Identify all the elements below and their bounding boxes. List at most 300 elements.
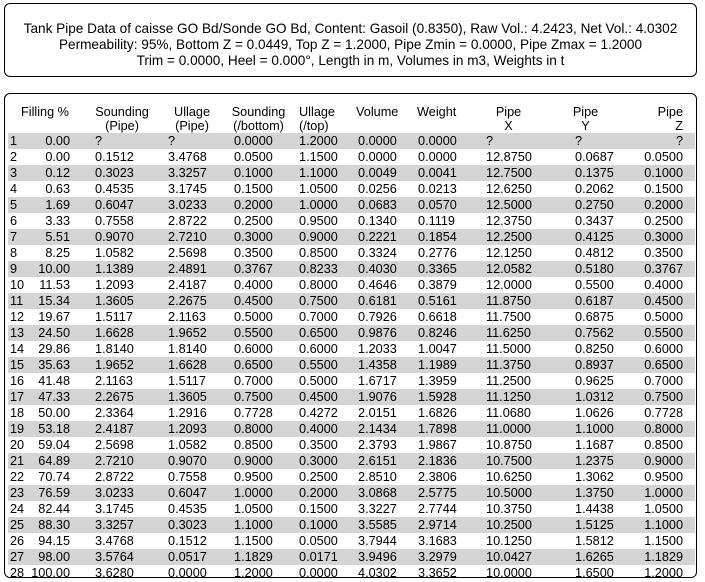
cell-volume: 3.9496 (352, 549, 413, 565)
cell-sounding-bottom: 0.5000 (224, 309, 293, 325)
cell-weight: 0.3879 (413, 277, 472, 293)
cell-ullage-top: 0.8233 (293, 261, 352, 277)
table-row (8, 133, 695, 149)
col-subheader-ullage-pipe: (Pipe) (175, 119, 209, 133)
cell-sounding-pipe: 1.1389 (84, 261, 160, 277)
cell-weight: 1.6826 (413, 405, 472, 421)
cell-sounding-pipe: 2.2675 (84, 389, 160, 405)
cell-ullage-pipe: 1.8140 (160, 341, 224, 357)
table-body (8, 133, 695, 578)
cell-sounding-bottom: 1.1500 (224, 533, 293, 549)
cell-ullage-top: 0.8500 (293, 245, 352, 261)
col-subheader-pipe-z: Z (675, 119, 684, 133)
header-line-1: Tank Pipe Data of caisse GO Bd/Sonde GO Bd, Content: Gasoil (0.8350), Raw Vol.: 4.2423, Net Vol.: 4.0302 (23, 21, 678, 36)
cell-pipe-z: 0.2000 (626, 197, 695, 213)
table-row (8, 549, 695, 565)
cell-filling-percent: 11.53 (28, 277, 84, 293)
cell-pipe-z: 1.1500 (626, 533, 695, 549)
cell-pipe-z: 0.8500 (626, 437, 695, 453)
cell-sounding-bottom: 0.8500 (224, 437, 293, 453)
cell-ullage-pipe: 1.5117 (160, 373, 224, 389)
cell-pipe-y: 1.2375 (545, 453, 626, 469)
table-row (8, 245, 695, 261)
cell-pipe-z: 0.4500 (626, 293, 695, 309)
cell-pipe-z: 0.2500 (626, 213, 695, 229)
cell-pipe-z: 0.7500 (626, 389, 695, 405)
cell-sounding-pipe: 3.3257 (84, 517, 160, 533)
cell-weight: 0.0213 (413, 181, 472, 197)
header-row-2 (8, 119, 695, 133)
cell-pipe-y: 1.3750 (545, 485, 626, 501)
cell-row-index: 9 (8, 261, 28, 277)
cell-pipe-z: 0.5000 (626, 309, 695, 325)
cell-pipe-x: 10.5000 (472, 485, 545, 501)
cell-filling-percent: 0.00 (28, 149, 84, 165)
cell-filling-percent: 0.63 (28, 181, 84, 197)
tank-data-table (8, 105, 695, 578)
cell-row-index: 15 (8, 357, 28, 373)
cell-ullage-pipe: 2.7210 (160, 229, 224, 245)
cell-row-index: 27 (8, 549, 28, 565)
cell-row-index: 13 (8, 325, 28, 341)
cell-pipe-x: 11.6250 (472, 325, 545, 341)
cell-sounding-pipe: 1.9652 (84, 357, 160, 373)
table-row (8, 373, 695, 389)
table-row (8, 325, 695, 341)
cell-pipe-z: 0.0500 (626, 149, 695, 165)
cell-filling-percent: 70.74 (28, 469, 84, 485)
cell-row-index: 7 (8, 229, 28, 245)
header-line-2: Permeability: 95%, Bottom Z = 0.0449, Top Z = 1.2000, Pipe Zmin = 0.0000, Pipe Zmax = 1.2000 (58, 37, 643, 52)
cell-sounding-pipe: 0.4535 (84, 181, 160, 197)
cell-ullage-top: 0.4272 (293, 405, 352, 421)
cell-volume: 0.0000 (352, 133, 413, 149)
cell-ullage-top: 0.7500 (293, 293, 352, 309)
cell-filling-percent: 15.34 (28, 293, 84, 309)
cell-pipe-y: 0.3437 (545, 213, 626, 229)
cell-pipe-z: 1.1829 (626, 549, 695, 565)
cell-sounding-pipe: 1.2093 (84, 277, 160, 293)
cell-volume: 0.0683 (352, 197, 413, 213)
col-subheader-pipe-x: X (504, 119, 513, 133)
table-row (8, 389, 695, 405)
cell-pipe-x: 12.7500 (472, 165, 545, 181)
cell-row-index: 2 (8, 149, 28, 165)
cell-pipe-x: 12.8750 (472, 149, 545, 165)
cell-sounding-pipe: 2.8722 (84, 469, 160, 485)
cell-filling-percent: 50.00 (28, 405, 84, 421)
cell-sounding-bottom: 0.7728 (224, 405, 293, 421)
table-row (8, 469, 695, 485)
table-row (8, 181, 695, 197)
cell-filling-percent: 0.00 (28, 133, 84, 149)
cell-sounding-pipe: 1.3605 (84, 293, 160, 309)
cell-ullage-pipe: 3.1745 (160, 181, 224, 197)
col-header-ullage-pipe: Ullage (174, 105, 210, 119)
header-row-1 (8, 105, 695, 119)
cell-filling-percent: 98.00 (28, 549, 84, 565)
cell-ullage-top: 0.9500 (293, 213, 352, 229)
cell-ullage-pipe: 3.0233 (160, 197, 224, 213)
cell-row-index: 12 (8, 309, 28, 325)
cell-pipe-y: 0.0687 (545, 149, 626, 165)
cell-sounding-pipe: 2.4187 (84, 421, 160, 437)
table-row (8, 309, 695, 325)
cell-row-index: 1 (8, 133, 28, 149)
col-subheader-sounding-pipe: (Pipe) (105, 119, 139, 133)
cell-filling-percent: 53.18 (28, 421, 84, 437)
cell-pipe-y: 0.5180 (545, 261, 626, 277)
cell-pipe-y: ? (545, 133, 626, 149)
cell-pipe-x: 10.8750 (472, 437, 545, 453)
cell-sounding-pipe: 3.6280 (84, 565, 160, 578)
table-header (8, 105, 695, 133)
cell-pipe-x: 10.2500 (472, 517, 545, 533)
table-row (8, 357, 695, 373)
cell-pipe-x: 12.2500 (472, 229, 545, 245)
cell-ullage-pipe: 0.6047 (160, 485, 224, 501)
col-subheader-sounding-bottom: (/bottom) (233, 119, 284, 133)
cell-row-index: 24 (8, 501, 28, 517)
cell-ullage-pipe: 1.2093 (160, 421, 224, 437)
cell-sounding-bottom: 1.2000 (224, 565, 293, 578)
col-header-pipe-y: Pipe (572, 105, 599, 119)
cell-ullage-top: 0.3500 (293, 437, 352, 453)
cell-row-index: 10 (8, 277, 28, 293)
cell-filling-percent: 8.25 (28, 245, 84, 261)
table-row (8, 277, 695, 293)
cell-filling-percent: 59.04 (28, 437, 84, 453)
cell-filling-percent: 24.50 (28, 325, 84, 341)
cell-pipe-z: 1.2000 (626, 565, 695, 578)
cell-sounding-bottom: 1.1000 (224, 517, 293, 533)
cell-weight: 0.0570 (413, 197, 472, 213)
cell-pipe-x: ? (472, 133, 545, 149)
cell-pipe-y: 0.6187 (545, 293, 626, 309)
cell-pipe-x: 11.2500 (472, 373, 545, 389)
cell-volume: 2.3793 (352, 437, 413, 453)
cell-pipe-y: 0.6875 (545, 309, 626, 325)
cell-sounding-bottom: 1.0000 (224, 485, 293, 501)
cell-weight: 2.9714 (413, 517, 472, 533)
cell-ullage-top: 0.9000 (293, 229, 352, 245)
cell-pipe-z: 0.3500 (626, 245, 695, 261)
cell-pipe-z: 0.9500 (626, 469, 695, 485)
cell-pipe-y: 1.0312 (545, 389, 626, 405)
cell-sounding-pipe: 0.7558 (84, 213, 160, 229)
cell-sounding-bottom: 1.1829 (224, 549, 293, 565)
tank-data-panel (4, 93, 697, 578)
cell-volume: 4.0302 (352, 565, 413, 578)
cell-pipe-x: 10.3750 (472, 501, 545, 517)
cell-weight: 1.0047 (413, 341, 472, 357)
cell-weight: 0.2776 (413, 245, 472, 261)
cell-row-index: 19 (8, 421, 28, 437)
cell-row-index: 22 (8, 469, 28, 485)
cell-volume: 0.3324 (352, 245, 413, 261)
col-header-sounding-pipe: Sounding (95, 105, 149, 119)
cell-volume: 3.5585 (352, 517, 413, 533)
cell-sounding-pipe: 1.0582 (84, 245, 160, 261)
table-row (8, 341, 695, 357)
cell-pipe-z: 0.4000 (626, 277, 695, 293)
cell-sounding-bottom: 0.7000 (224, 373, 293, 389)
cell-pipe-y: 0.8937 (545, 357, 626, 373)
cell-volume: 3.7944 (352, 533, 413, 549)
cell-volume: 2.8510 (352, 469, 413, 485)
cell-ullage-pipe: 0.9070 (160, 453, 224, 469)
cell-ullage-top: 0.6500 (293, 325, 352, 341)
col-header-volume: Volume (356, 105, 399, 119)
cell-volume: 0.6181 (352, 293, 413, 309)
col-subheader-volume (352, 119, 413, 133)
cell-row-index: 28 (8, 565, 28, 578)
cell-pipe-z: 1.0500 (626, 501, 695, 517)
cell-weight: 0.6618 (413, 309, 472, 325)
cell-filling-percent: 41.48 (28, 373, 84, 389)
cell-pipe-x: 11.0680 (472, 405, 545, 421)
cell-sounding-bottom: 0.3000 (224, 229, 293, 245)
cell-weight: 0.8246 (413, 325, 472, 341)
cell-ullage-top: 0.1000 (293, 517, 352, 533)
cell-pipe-y: 0.4812 (545, 245, 626, 261)
cell-volume: 0.7926 (352, 309, 413, 325)
col-subheader-ullage-top: (/top) (299, 119, 329, 133)
cell-sounding-bottom: 0.4000 (224, 277, 293, 293)
cell-weight: 3.1683 (413, 533, 472, 549)
cell-volume: 2.1434 (352, 421, 413, 437)
cell-row-index: 5 (8, 197, 28, 213)
cell-pipe-x: 10.0000 (472, 565, 545, 578)
col-header-filling: Filling % (21, 105, 69, 119)
cell-row-index: 8 (8, 245, 28, 261)
cell-weight: 3.3652 (413, 565, 472, 578)
cell-ullage-pipe: 1.3605 (160, 389, 224, 405)
cell-ullage-top: 1.1000 (293, 165, 352, 181)
cell-pipe-y: 1.5812 (545, 533, 626, 549)
cell-volume: 0.9876 (352, 325, 413, 341)
cell-row-index: 25 (8, 517, 28, 533)
cell-pipe-x: 10.7500 (472, 453, 545, 469)
cell-pipe-y: 1.6265 (545, 549, 626, 565)
cell-weight: 0.5161 (413, 293, 472, 309)
cell-volume: 0.0049 (352, 165, 413, 181)
cell-sounding-pipe: 3.4768 (84, 533, 160, 549)
cell-volume: 2.6151 (352, 453, 413, 469)
cell-row-index: 11 (8, 293, 28, 309)
cell-volume: 1.2033 (352, 341, 413, 357)
cell-ullage-top: 0.1500 (293, 501, 352, 517)
table-row (8, 437, 695, 453)
cell-sounding-bottom: 0.6000 (224, 341, 293, 357)
cell-volume: 3.0868 (352, 485, 413, 501)
cell-pipe-z: 0.1000 (626, 165, 695, 181)
cell-row-index: 26 (8, 533, 28, 549)
cell-pipe-y: 1.1000 (545, 421, 626, 437)
cell-ullage-pipe: 1.9652 (160, 325, 224, 341)
cell-ullage-pipe: 0.0517 (160, 549, 224, 565)
cell-weight: 1.7898 (413, 421, 472, 437)
cell-weight: 0.0041 (413, 165, 472, 181)
cell-filling-percent: 19.67 (28, 309, 84, 325)
table-row (8, 293, 695, 309)
cell-pipe-y: 1.5125 (545, 517, 626, 533)
cell-sounding-pipe: 0.3023 (84, 165, 160, 181)
cell-ullage-top: 0.7000 (293, 309, 352, 325)
table-row (8, 149, 695, 165)
cell-sounding-bottom: 0.3500 (224, 245, 293, 261)
cell-ullage-top: 0.4000 (293, 421, 352, 437)
cell-ullage-pipe: 0.1512 (160, 533, 224, 549)
cell-sounding-bottom: 0.5500 (224, 325, 293, 341)
cell-weight: 3.2979 (413, 549, 472, 565)
cell-ullage-top: 0.4500 (293, 389, 352, 405)
cell-ullage-top: 0.3000 (293, 453, 352, 469)
cell-sounding-bottom: 0.7500 (224, 389, 293, 405)
cell-weight: 2.1836 (413, 453, 472, 469)
cell-pipe-x: 11.5000 (472, 341, 545, 357)
cell-pipe-y: 1.3062 (545, 469, 626, 485)
cell-sounding-pipe: 1.5117 (84, 309, 160, 325)
cell-ullage-top: 0.0500 (293, 533, 352, 549)
cell-pipe-x: 10.1250 (472, 533, 545, 549)
cell-pipe-x: 11.0000 (472, 421, 545, 437)
cell-sounding-bottom: 0.0000 (224, 133, 293, 149)
cell-filling-percent: 94.15 (28, 533, 84, 549)
cell-pipe-y: 0.7562 (545, 325, 626, 341)
cell-volume: 0.0256 (352, 181, 413, 197)
cell-volume: 0.0000 (352, 149, 413, 165)
cell-weight: 2.5775 (413, 485, 472, 501)
cell-pipe-z: 0.6000 (626, 341, 695, 357)
col-subheader-weight (413, 119, 472, 133)
cell-volume: 3.3227 (352, 501, 413, 517)
cell-weight: 0.3365 (413, 261, 472, 277)
col-header-pipe-z: Pipe (657, 105, 684, 119)
table-row (8, 485, 695, 501)
cell-pipe-y: 1.4438 (545, 501, 626, 517)
cell-filling-percent: 64.89 (28, 453, 84, 469)
cell-pipe-y: 0.1375 (545, 165, 626, 181)
cell-ullage-pipe: 3.3257 (160, 165, 224, 181)
cell-pipe-y: 1.0626 (545, 405, 626, 421)
cell-ullage-pipe: 0.0000 (160, 565, 224, 578)
cell-pipe-z: 0.7728 (626, 405, 695, 421)
cell-ullage-pipe: 0.3023 (160, 517, 224, 533)
cell-pipe-y: 0.2062 (545, 181, 626, 197)
cell-sounding-bottom: 0.6500 (224, 357, 293, 373)
col-header-weight: Weight (417, 105, 457, 119)
table-row (8, 213, 695, 229)
cell-ullage-top: 0.2500 (293, 469, 352, 485)
cell-weight: 1.9867 (413, 437, 472, 453)
cell-pipe-x: 10.0427 (472, 549, 545, 565)
cell-ullage-top: 1.0000 (293, 197, 352, 213)
cell-filling-percent: 76.59 (28, 485, 84, 501)
table-row (8, 565, 695, 578)
cell-pipe-z: 0.3000 (626, 229, 695, 245)
cell-weight: 1.1989 (413, 357, 472, 373)
cell-sounding-pipe: 3.5764 (84, 549, 160, 565)
col-header-ullage-top: Ullage (299, 105, 335, 119)
cell-sounding-bottom: 0.3767 (224, 261, 293, 277)
cell-pipe-x: 11.7500 (472, 309, 545, 325)
cell-sounding-pipe: 0.1512 (84, 149, 160, 165)
cell-weight: 0.1119 (413, 213, 472, 229)
cell-ullage-pipe: 3.4768 (160, 149, 224, 165)
cell-sounding-bottom: 0.2500 (224, 213, 293, 229)
cell-filling-percent: 82.44 (28, 501, 84, 517)
col-header-pipe-x: Pipe (495, 105, 522, 119)
cell-pipe-y: 0.5500 (545, 277, 626, 293)
cell-pipe-z: 0.1500 (626, 181, 695, 197)
cell-ullage-pipe: ? (160, 133, 224, 149)
cell-volume: 0.1340 (352, 213, 413, 229)
cell-ullage-pipe: 2.1163 (160, 309, 224, 325)
cell-ullage-pipe: 0.7558 (160, 469, 224, 485)
cell-pipe-z: 1.0000 (626, 485, 695, 501)
cell-pipe-y: 0.4125 (545, 229, 626, 245)
cell-ullage-pipe: 1.6628 (160, 357, 224, 373)
cell-pipe-z: 1.1000 (626, 517, 695, 533)
cell-pipe-z: 0.3767 (626, 261, 695, 277)
table-row (8, 501, 695, 517)
cell-sounding-bottom: 0.1000 (224, 165, 293, 181)
cell-row-index: 6 (8, 213, 28, 229)
cell-volume: 1.4358 (352, 357, 413, 373)
cell-weight: 2.7744 (413, 501, 472, 517)
cell-ullage-top: 1.1500 (293, 149, 352, 165)
cell-sounding-bottom: 0.8000 (224, 421, 293, 437)
col-header-sounding-bottom: Sounding (231, 105, 286, 119)
cell-pipe-x: 12.6250 (472, 181, 545, 197)
cell-row-index: 23 (8, 485, 28, 501)
cell-filling-percent: 0.12 (28, 165, 84, 181)
table-row (8, 453, 695, 469)
cell-sounding-pipe: 1.6628 (84, 325, 160, 341)
cell-pipe-x: 12.5000 (472, 197, 545, 213)
cell-sounding-bottom: 0.2000 (224, 197, 293, 213)
table-row (8, 261, 695, 277)
cell-ullage-top: 0.6000 (293, 341, 352, 357)
cell-ullage-pipe: 2.4187 (160, 277, 224, 293)
cell-filling-percent: 100.00 (28, 565, 84, 578)
cell-row-index: 18 (8, 405, 28, 421)
cell-pipe-x: 12.0582 (472, 261, 545, 277)
cell-pipe-z: ? (626, 133, 695, 149)
cell-sounding-pipe: 2.7210 (84, 453, 160, 469)
cell-filling-percent: 1.69 (28, 197, 84, 213)
cell-sounding-pipe: 0.9070 (84, 229, 160, 245)
cell-row-index: 21 (8, 453, 28, 469)
cell-filling-percent: 10.00 (28, 261, 84, 277)
table-row (8, 197, 695, 213)
table-row (8, 405, 695, 421)
cell-weight: 0.0000 (413, 133, 472, 149)
cell-pipe-z: 0.6500 (626, 357, 695, 373)
cell-row-index: 3 (8, 165, 28, 181)
report-header (4, 3, 697, 77)
cell-filling-percent: 88.30 (28, 517, 84, 533)
cell-pipe-x: 10.6250 (472, 469, 545, 485)
cell-sounding-pipe: 2.5698 (84, 437, 160, 453)
cell-ullage-pipe: 0.4535 (160, 501, 224, 517)
cell-sounding-bottom: 0.1500 (224, 181, 293, 197)
cell-ullage-top: 0.8000 (293, 277, 352, 293)
table-row (8, 421, 695, 437)
cell-row-index: 4 (8, 181, 28, 197)
cell-filling-percent: 47.33 (28, 389, 84, 405)
